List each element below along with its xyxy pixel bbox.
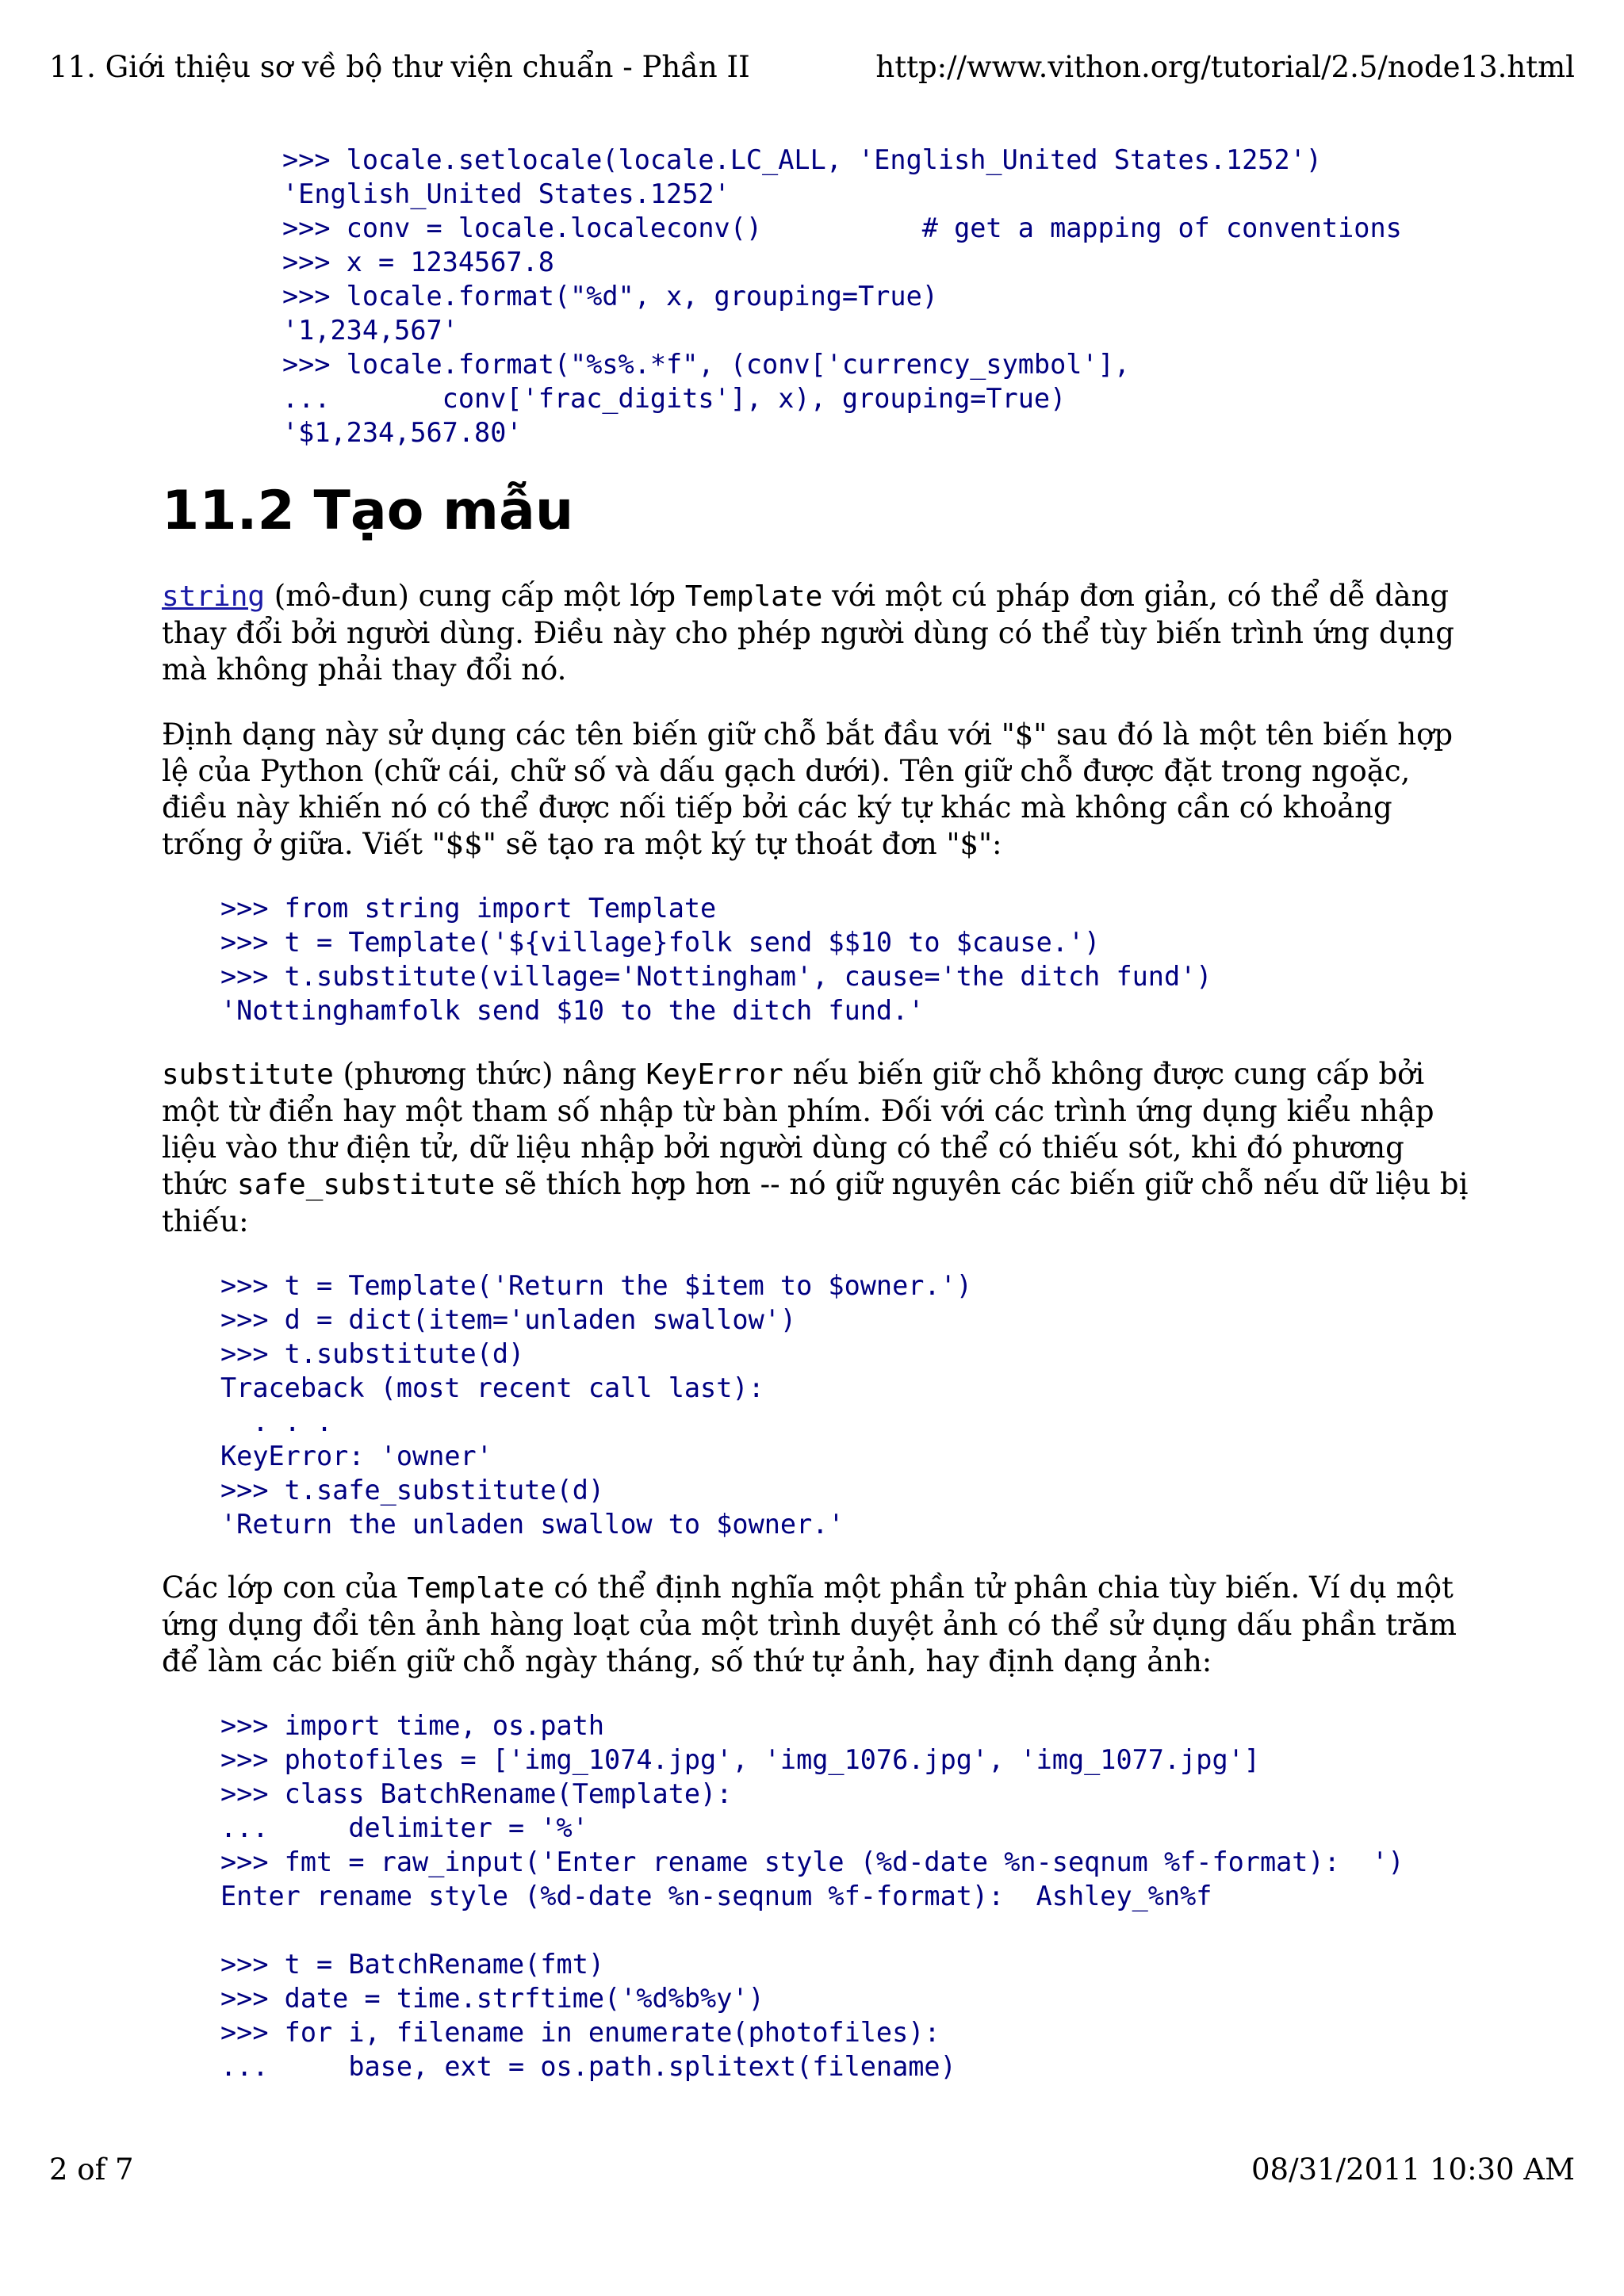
para-text: với một cú pháp đơn giản, có thể dễ dàng thay đổi bởi người dùng. Điều này cho phép người dùng có thể tùy biến trình ứng dụng mà không phải thay đổi nó.	[162, 579, 1454, 687]
inline-code: substitute	[162, 1058, 334, 1091]
paragraph-substitute	[162, 1056, 1470, 1240]
document-url: http://www.vithon.org/tutorial/2.5/node13.html	[875, 50, 1575, 84]
paragraph-subclass	[162, 1570, 1470, 1680]
section-heading: 11.2 Tạo mẫu	[162, 480, 574, 542]
code-block-batch-rename: >>> import time, os.path >>> photofiles = ['img_1074.jpg', 'img_1076.jpg', 'img_1077.jpg'] >>> class BatchRename(Template): ... delimiter = '%' >>> fmt = raw_input('Enter rename style (%d-date %n-seqnum %f-format): ') Enter rename style (%d-date %n-seqnum %f-format): Ashley_%n%f >>> t = BatchRename(fmt) >>> date = time.strftime('%d%b%y') >>> for i, filename in enumerate(photofiles): ... base, ext = os.path.splitext(filename)	[220, 1710, 1404, 2082]
inline-code: Template	[407, 1572, 545, 1605]
code-block-template: >>> from string import Template >>> t = Template('${village}folk send $$10 to $cause.') >>> t.substitute(village='Nottingham', cause='the ditch fund') 'Nottinghamfolk send $10 to the ditch fund.'	[220, 893, 1212, 1026]
para-text: có thể định nghĩa một phần tử phân chia tùy biến. Ví dụ một ứng dụng đổi tên ảnh hàng loạt của một trình duyệt ảnh có thể sử dụng dấu phần trăm để làm các biến giữ chỗ ngày tháng, số thứ tự ảnh, hay định dạng ảnh:	[162, 1571, 1457, 1678]
main-content	[162, 143, 1470, 2084]
document-title: 11. Giới thiệu sơ về bộ thư viện chuẩn - Phần II	[49, 50, 750, 84]
page-footer	[49, 2150, 1575, 2190]
page-number: 2 of 7	[49, 2152, 134, 2187]
inline-code: KeyError	[645, 1058, 783, 1091]
page-header	[49, 48, 1575, 87]
string-module-link[interactable]: string	[162, 580, 266, 613]
para-text: (mô-đun) cung cấp một lớp	[265, 579, 685, 613]
paragraph-format: Định dạng này sử dụng các tên biến giữ chỗ bắt đầu với "$" sau đó là một tên biến hợp lệ của Python (chữ cái, chữ số và dấu gạch dưới). Tên giữ chỗ được đặt trong ngoặc, điều này khiến nó có thể được nối tiếp bởi các ký tự khác mà không cần có khoảng trống ở giữa. Viết "$$" sẽ tạo ra một ký tự thoát đơn "$":	[162, 718, 1454, 861]
code-block-safe-substitute: >>> t = Template('Return the $item to $owner.') >>> d = dict(item='unladen swallow') >>> t.substitute(d) Traceback (most recent call last): . . . KeyError: 'owner' >>> t.safe_substitute(d) 'Return the unladen swallow to $owner.'	[220, 1270, 972, 1540]
inline-code: Template	[684, 580, 823, 613]
para-text: Các lớp con của	[162, 1571, 408, 1605]
inline-code: safe_substitute	[237, 1169, 496, 1201]
para-text: (phương thức) nâng	[333, 1057, 646, 1091]
code-block-locale: >>> locale.setlocale(locale.LC_ALL, 'English_United States.1252') 'English_United States.1252' >>> conv = locale.localeconv() # get a mapping of conventions >>> x = 1234567.8 >>> locale.format("%d", x, grouping=True) '1,234,567' >>> locale.format("%s%.*f", (conv['currency_symbol'], ... conv['frac_digits'], x), grouping=True) '$1,234,567.80'	[282, 144, 1402, 448]
paragraph-intro	[162, 578, 1470, 688]
print-datetime: 08/31/2011 10:30 AM	[1251, 2152, 1575, 2187]
para-text: nếu biến giữ chỗ không được cung cấp bởi một từ điển hay một tham số nhập từ bàn phím. Đối với các trình ứng dụng kiểu nhập liệu vào thư điện tử, dữ liệu nhập bởi người dùng có thể có thiếu sót, khi đó phương thức	[162, 1057, 1434, 1201]
para-text: sẽ thích hợp hơn -- nó giữ nguyên các biến giữ chỗ nếu dữ liệu bị thiếu:	[162, 1167, 1469, 1238]
